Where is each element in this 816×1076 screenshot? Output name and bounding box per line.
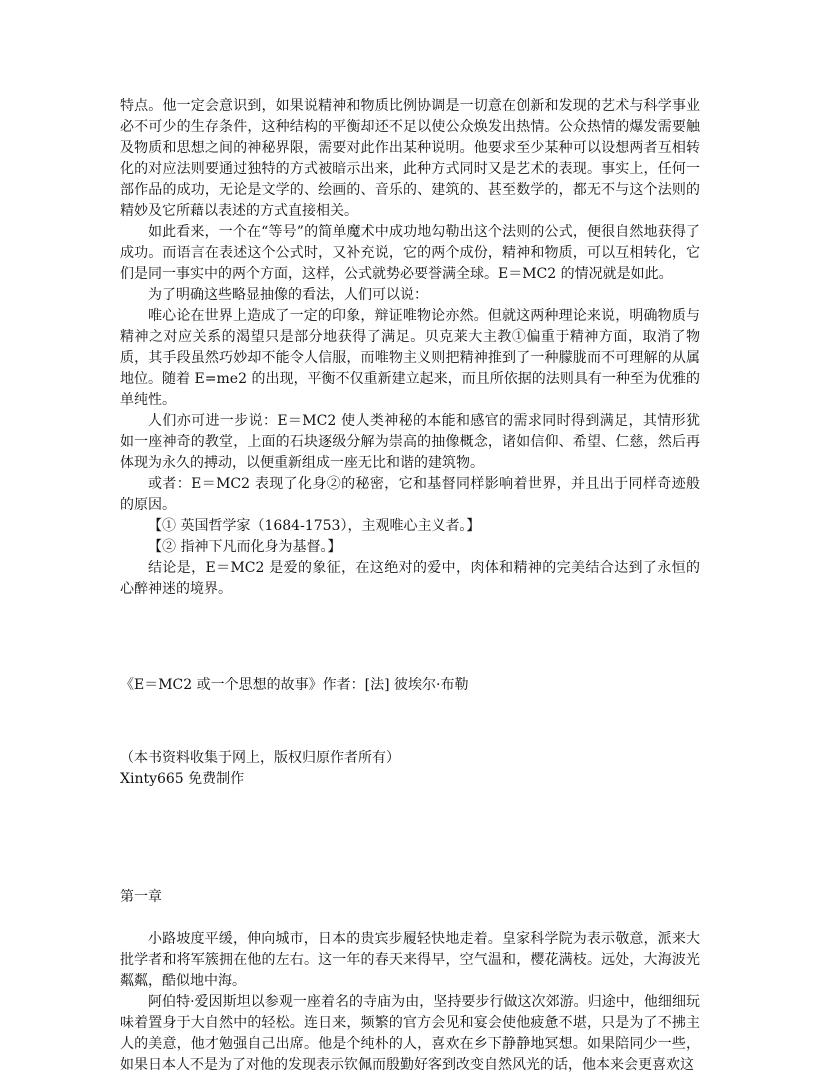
- document-page: [120, 96, 700, 1076]
- producer-credit: Xinty665 免费制作: [120, 771, 245, 787]
- chapter-heading: 第一章: [120, 889, 162, 905]
- footnote: 【② 指神下凡而化身为基督。】: [148, 539, 342, 555]
- paragraph: 唯心论在世界上造成了一定的印象，辩证唯物论亦然。但就这两种理论来说，明确物质与精神之对应关系的渴望只是部分地获得了满足。贝克莱大主教①偏重于精神方面，取消了物质，其手段虽然巧妙却不能令人信服，而唯物主义则把精神推到了一种朦胧而不可理解的从属地位。随着 E=me2 的出现，平衡不仅重新建立起来，而且所依据的法则具有一种至为优雅的单纯性。: [120, 308, 700, 408]
- paragraph: 特点。他一定会意识到，如果说精神和物质比例协调是一切意在创新和发现的艺术与科学事业必不可少的生存条件，这种结构的平衡却还不足以使公众焕发出热情。公众热情的爆发需要触及物质和思想之间的神秘界限，需要对此作出某种说明。他要求至少某种可以设想两者互相转化的对应法则要通过独特的方式被暗示出来，此种方式同时又是艺术的表现。事实上，任何一部作品的成功，无论是文学的、绘画的、音乐的、建筑的、甚至数学的，都无不与这个法则的精妙及它所藉以表述的方式直接相关。: [120, 98, 700, 219]
- book-title: 《E＝MC2 或一个思想的故事》作者：[法] 彼埃尔·布勒: [120, 677, 469, 693]
- paragraph: 阿伯特·爱因斯坦以参观一座着名的寺庙为由，坚持要步行做这次郊游。归途中，他细细玩味着置身于大自然中的轻松。连日来，频繁的官方会见和宴会使他疲惫不堪，只是为了不拂主人的美意，他才勉强自己出席。他是个纯朴的人，喜欢在乡下静静地冥想。如果陪同少一些，如果日本人不是为了对他的发现表示钦佩而殷勤好客到改变自然风光的话，他本来会更喜欢这: [120, 994, 700, 1073]
- copyright-note: （本书资料收集于网上，版权归原作者所有）: [120, 750, 400, 766]
- paragraph: 人们亦可进一步说：E＝MC2 使人类神秘的本能和感官的需求同时得到满足，其情形犹如一座神奇的教堂，上面的石块逐级分解为崇高的抽像概念，诸如信仰、希望、仁慈，然后再体现为永久的搏动，以便重新组成一座无比和谐的建筑物。: [120, 413, 700, 471]
- paragraph: 或者：E＝MC2 表现了化身②的秘密，它和基督同样影响着世界，并且出于同样奇迹般的原因。: [120, 476, 700, 513]
- paragraph: 如此看来，一个在“等号”的简单魔术中成功地勾勒出这个法则的公式，便很自然地获得了成功。而语言在表述这个公式时，又补充说，它的两个成份，精神和物质，可以互相转化，它们是同一事实中的两个方面，这样，公式就势必要誉满全球。E＝MC2 的情况就是如此。: [120, 224, 700, 282]
- paragraph: 结论是，E＝MC2 是爱的象征，在这绝对的爱中，肉体和精神的完美结合达到了永恒的心醉神迷的境界。: [120, 560, 700, 597]
- paragraph: 小路坡度平缓，伸向城市，日本的贵宾步履轻快地走着。皇家科学院为表示敬意，派来大批学者和将军簇拥在他的左右。这一年的春天来得早，空气温和，樱花满枝。远处，大海波光粼粼，酷似地中海。: [120, 931, 700, 989]
- footnote: 【① 英国哲学家（1684-1753），主观唯心主义者。】: [148, 518, 481, 534]
- paragraph: 为了明确这些略显抽像的看法，人们可以说：: [148, 287, 428, 303]
